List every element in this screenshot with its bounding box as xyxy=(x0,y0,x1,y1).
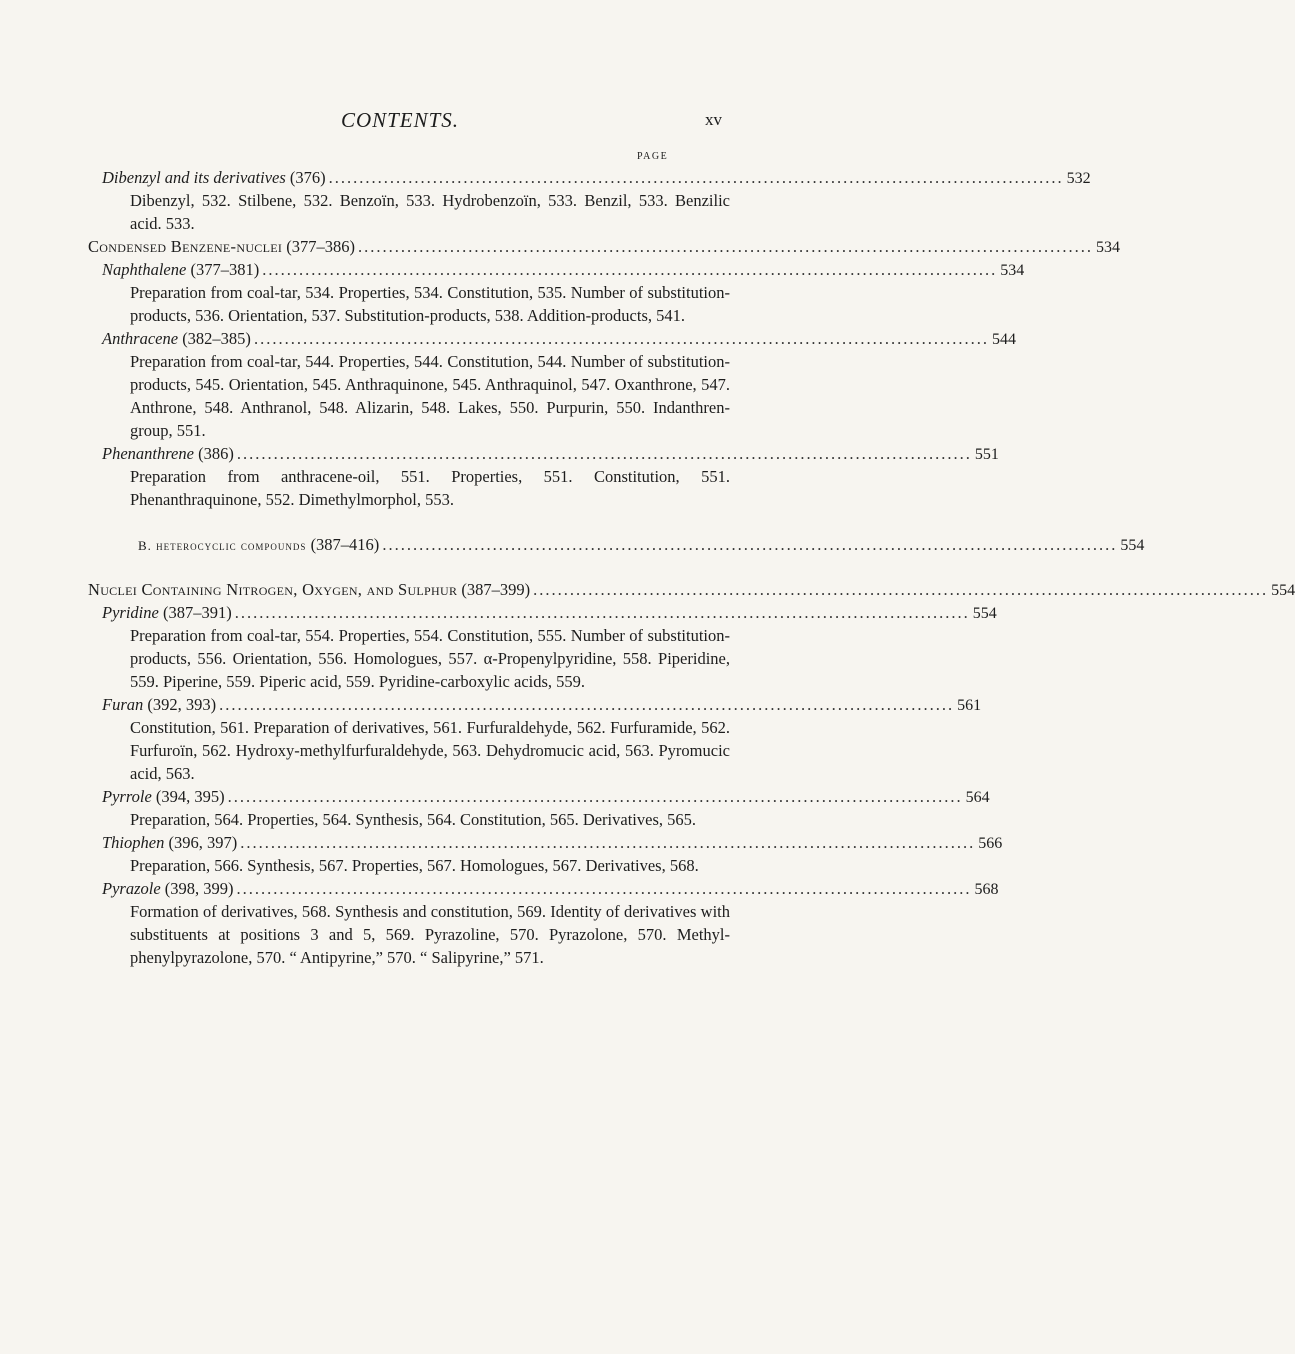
entry-description: Preparation from coal-tar, 534. Properties, 534. Constitution, 535. Number of substitution-products, 536. Orientation, 537. Substitution-products, 538. Addition-products, 541. xyxy=(130,283,730,325)
entry-page: 551 xyxy=(974,446,999,463)
dot-leader: ........................................................................................................................ xyxy=(328,168,1064,187)
entry-title: Dibenzyl and its derivatives xyxy=(102,168,286,187)
entry-title: Nuclei Containing Nitrogen, Oxygen, and Sulphur xyxy=(88,580,458,599)
entry-description: Preparation from coal-tar, 554. Properties, 554. Constitution, 555. Number of substitution-products, 556. Orientation, 556. Homologues, 557. α-Propenylpyridine, 558. Piperidine, 559. Piperine, 559. Piperic acid, 559. Pyridine-carboxylic acids, 559. xyxy=(130,626,730,691)
entry-description: Dibenzyl, 532. Stilbene, 532. Benzoïn, 533. Hydrobenzoïn, 533. Benzil, 533. Benzilic acid. 533. xyxy=(130,191,730,233)
entry-title: Condensed Benzene-nuclei xyxy=(88,237,283,256)
dot-leader: ........................................................................................................................ xyxy=(234,603,970,622)
dot-leader: ........................................................................................................................ xyxy=(227,787,963,806)
entry-page: 564 xyxy=(965,789,990,806)
dot-leader: ........................................................................................................................ xyxy=(262,260,998,279)
toc-entry-condensed-benzene-nuclei xyxy=(88,235,1121,258)
dot-leader: ........................................................................................................................ xyxy=(236,444,972,463)
dot-leader: ........................................................................................................................ xyxy=(358,237,1094,256)
entry-range: (387–391) xyxy=(162,603,232,622)
entry-page: 554 xyxy=(1271,582,1295,599)
entry-range: (377–381) xyxy=(190,260,260,279)
toc-entry-pyrazole xyxy=(88,877,999,900)
entry-page: 561 xyxy=(957,697,982,714)
entry-title: Pyrazole xyxy=(102,879,161,898)
entry-description: Preparation from coal-tar, 544. Properties, 544. Constitution, 544. Number of substitution-products, 545. Orientation, 545. Anthraquinone, 545. Anthraquinol, 547. Oxanthrone, 547. Anthrone, 548. Anthranol, 548. Alizarin, 548. Lakes, 550. Purpurin, 550. Indanthren-group, 551. xyxy=(130,352,730,440)
entry-title: B. heterocyclic compounds xyxy=(138,538,307,553)
entry-page: 568 xyxy=(974,881,999,898)
toc-entry-pyrrole xyxy=(88,785,990,808)
toc-entry-furan xyxy=(88,693,982,716)
running-header xyxy=(0,108,800,138)
entry-range: (377–386) xyxy=(286,237,356,256)
entry-page: 554 xyxy=(972,605,997,622)
entry-description: Formation of derivatives, 568. Synthesis and constitution, 569. Identity of derivatives with substituents at positions 3 and 5, 569. Pyrazoline, 570. Pyrazolone, 570. Methyl-phenylpyrazolone, 570. “ Antipyrine,” 570. “ Salipyrine,” 571. xyxy=(130,902,730,967)
entry-page: 534 xyxy=(1000,262,1025,279)
entry-title: Phenanthrene xyxy=(102,444,194,463)
entry-range: (387–399) xyxy=(461,580,531,599)
dot-leader: ........................................................................................................................ xyxy=(236,879,972,898)
toc-entry-thiophen xyxy=(88,831,1003,854)
entry-description: Preparation, 566. Synthesis, 567. Properties, 567. Homologues, 567. Derivatives, 568. xyxy=(130,856,699,875)
dot-leader: ........................................................................................................................ xyxy=(240,833,976,852)
entry-description: Preparation, 564. Properties, 564. Synthesis, 564. Constitution, 565. Derivatives, 565. xyxy=(130,810,696,829)
toc-entry-naphthalene xyxy=(88,258,1025,281)
entry-title: Thiophen xyxy=(102,833,165,852)
entry-page: 566 xyxy=(978,835,1003,852)
dot-leader: ........................................................................................................................ xyxy=(253,329,989,348)
dot-leader: ........................................................................................................................ xyxy=(382,535,1118,554)
toc-entry-pyridine xyxy=(88,601,997,624)
dot-leader: ........................................................................................................................ xyxy=(219,695,955,714)
running-title: CONTENTS. xyxy=(340,108,460,132)
toc-entry-anthracene xyxy=(88,327,1016,350)
entry-range: (392, 393) xyxy=(147,695,217,714)
entry-title: Furan xyxy=(102,695,144,714)
page-column-label: PAGE xyxy=(637,151,669,162)
entry-page: 532 xyxy=(1066,170,1091,187)
entry-range: (386) xyxy=(198,444,234,463)
entry-page: 534 xyxy=(1096,239,1121,256)
entry-range: (396, 397) xyxy=(168,833,238,852)
toc-entry-nuclei-n-o-s xyxy=(88,578,1295,601)
entry-title: Pyrrole xyxy=(102,787,152,806)
entry-description: Constitution, 561. Preparation of derivatives, 561. Furfuraldehyde, 562. Furfuramide, 562. Furfuroïn, 562. Hydroxy-methylfurfuraldehyde, 563. Dehydromucic acid, 563. Pyromucic acid, 563. xyxy=(130,718,730,783)
toc-entry-phenanthrene xyxy=(88,442,999,465)
entry-title: Naphthalene xyxy=(102,260,187,279)
entry-range: (376) xyxy=(289,168,326,187)
entry-title: Pyridine xyxy=(102,603,159,622)
toc-section-heterocyclic-compounds xyxy=(88,533,1145,556)
page-number: xv xyxy=(705,110,722,129)
entry-range: (387–416) xyxy=(310,535,380,554)
entry-page: 544 xyxy=(991,331,1016,348)
dot-leader: ........................................................................................................................ xyxy=(533,580,1269,599)
entry-range: (394, 395) xyxy=(155,787,225,806)
entry-page: 554 xyxy=(1120,537,1145,554)
toc-entry-dibenzyl xyxy=(88,166,1091,189)
table-of-contents xyxy=(88,166,1295,969)
entry-description: Preparation from anthracene-oil, 551. Properties, 551. Constitution, 551. Phenanthraquinone, 552. Dimethylmorphol, 553. xyxy=(130,467,730,509)
entry-title: Anthracene xyxy=(102,329,179,348)
entry-range: (398, 399) xyxy=(164,879,234,898)
entry-range: (382–385) xyxy=(182,329,251,348)
